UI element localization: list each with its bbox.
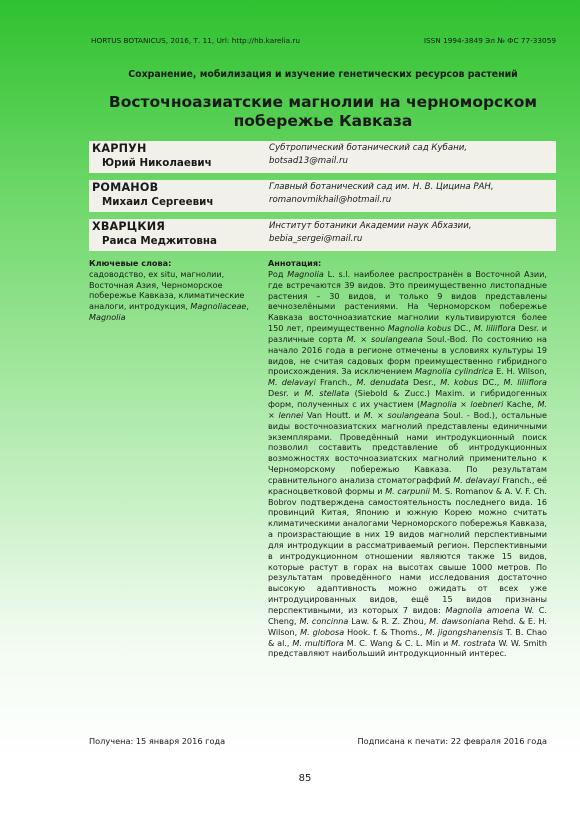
- author-email[interactable]: romanovmikhail@hotmail.ru: [269, 195, 392, 205]
- abstract-text: Род Magnolia L. s.l. наиболее распространён в Восточной Азии, где встречаются 39 видов. Это преимущественно листопадные растения – 30 видов, и только 9 видов представлены вечнозелёными растениями. На Черноморском побережье Кавказа восточноазиатские магнолии культивируются более 150 лет, преимущественно Magnolia kobus DC., M. liliiflora Desr. и различные сорта M. × soulangeana Soul.-Bod. По состоянию на начало 2016 года в регионе отмечены в условиях культуры 19 видов, не считая садовых форм преимущественно гибридного происхождения. За исключением Magnolia cylindrica E. H. Wilson, M. delavayi Franch., M. denudata Desr., M. kobus DC., M. liliiflora Desr. и M. stellata (Siebold & Zucc.) Maxim. и гибридогенных форм, полученных с их участием (Magnolia × loebneri Kache, M. × lennei Van Houtt. и M. × soulangeana Soul. - Bod.), остальные виды восточноазиатских магнолий представлены единичными экземплярами. Проведённый нами интродукционный поиск позволил составить представление об интродукционных возможностях восточноазиатских магнолий применительно к Черноморскому побережью Кавказа. По результатам сравнительного анализа стоматограффий M. delavayi Franch., её красноцветковой формы и M. carpunii M. S. Romanov & A. V. F. Ch. Bobrov подтверждена самостоятельность последнего вида. 16 провинций Китая, Японию и южную Корею можно считать климатическими аналогами Черноморского побережья Кавказа, а произрастающие в них 19 видов магнолий перспективными для интродукции в рассматриваемый регион. Перспективными в интродукционном отношении являются также 15 видов, которые растут в горах на высотах свыше 1000 метров. По результатам проведённого нами исследования достаточно высокую адаптивность можно ожидать от всех уже интродуцированных видов, ещё 15 видов признаны перспективными, из которых 7 видов: Magnolia amoena W. C. Cheng, M. concinna Law. & R. Z. Zhou, M. dawsoniana Rehd. & E. H. Wilson, M. globosa Hook. f. & Thoms., M. jigongshanensis T. B. Chao & al., M. multiflora M. C. Wang & C. L. Min и M. rostrata W. W. Smith представляют наибольший интродукционный интерес.: [268, 268, 548, 659]
- signed-date: Подписана к печати: 22 февраля 2016 года: [357, 736, 547, 746]
- author-email[interactable]: botsad13@mail.ru: [269, 156, 348, 166]
- abstract-block: [268, 258, 547, 659]
- received-date: Получена: 15 января 2016 года: [89, 736, 226, 746]
- authors-block: [89, 141, 556, 258]
- author-name: [89, 219, 267, 251]
- author-name: [89, 141, 267, 173]
- author-row: [89, 219, 556, 251]
- page-number: 85: [298, 773, 312, 784]
- author-given-name: Михаил Сергеевич: [102, 196, 214, 208]
- author-name: [89, 180, 267, 212]
- abstract-heading: Аннотация:: [268, 258, 322, 268]
- section-title: Сохранение, мобилизация и изучение генетических ресурсов растений: [128, 69, 518, 80]
- affiliation-text: Субтропический ботанический сад Кубани,: [269, 143, 468, 153]
- author-given-name: Раиса Меджитовна: [102, 235, 217, 247]
- author-affiliation: [267, 219, 556, 251]
- keywords-block: [89, 258, 259, 323]
- keywords-text: садоводство, ex situ, магнолии, Восточная Азия, Черноморское побережье Кавказа, климатические аналоги, интродукция, Magnoliaceae, Magnolia: [89, 268, 249, 322]
- issn-header: ISSN 1994-3849 Эл № ФС 77-33059: [423, 36, 556, 45]
- author-surname: ХВАРЦКИЯ: [92, 220, 166, 233]
- affiliation-text: Главный ботанический сад им. Н. В. Цицина РАН,: [269, 182, 494, 192]
- article-title: Восточноазиатские магнолии на черноморском побережье Кавказа: [108, 93, 538, 130]
- author-row: [89, 141, 556, 173]
- author-surname: РОМАНОВ: [92, 181, 159, 194]
- keywords-heading: Ключевые слова:: [89, 258, 172, 268]
- author-surname: КАРПУН: [92, 142, 147, 155]
- affiliation-text: Институт ботаники Академии наук Абхазии,: [269, 221, 472, 231]
- author-affiliation: [267, 141, 556, 173]
- author-email[interactable]: bebia_sergei@mail.ru: [269, 234, 363, 244]
- author-row: [89, 180, 556, 212]
- journal-header: HORTUS BOTANICUS, 2016, Т. 11, Url: http://hb.karelia.ru: [91, 36, 301, 45]
- author-affiliation: [267, 180, 556, 212]
- author-given-name: Юрий Николаевич: [102, 157, 212, 169]
- running-header: [91, 36, 556, 48]
